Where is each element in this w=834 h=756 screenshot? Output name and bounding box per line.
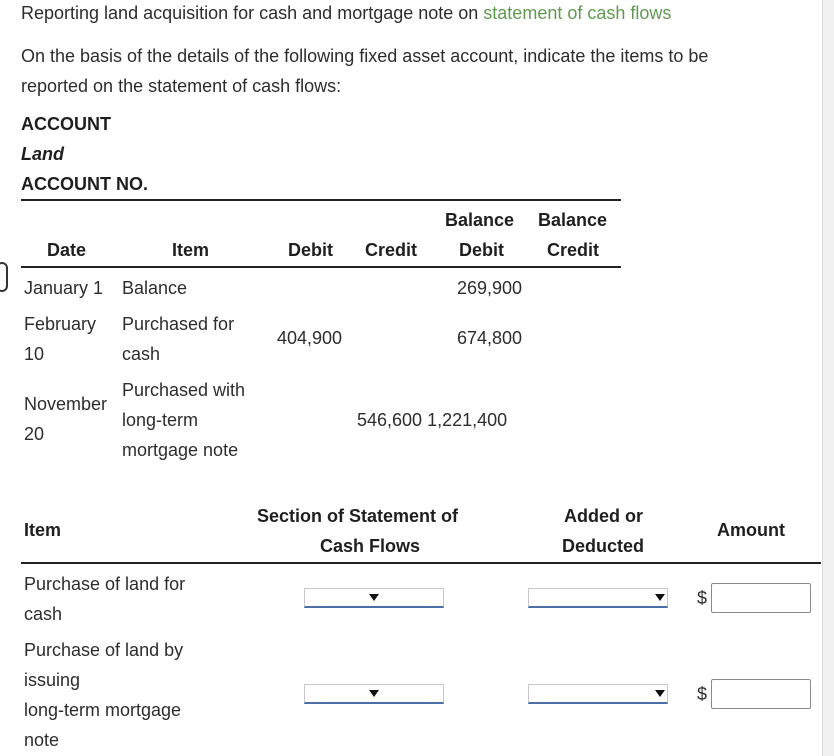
ledger-header-balance-credit: Credit: [547, 240, 600, 260]
answer-row-item-cont: issuing: [24, 670, 81, 690]
answer-row-item-cont: long-term mortgage: [24, 700, 182, 720]
answer-row-item: Purchase of land for: [24, 574, 186, 594]
dollar-sign: $: [697, 684, 708, 704]
ledger-row-date: January 1: [24, 278, 104, 298]
account-label: ACCOUNT: [21, 114, 111, 134]
answer-row-item-cont: note: [24, 730, 60, 750]
account-number-label: ACCOUNT NO.: [21, 174, 148, 194]
ledger-header-rule: [21, 266, 621, 268]
ledger-row-item-cont: long-term: [122, 410, 199, 430]
ledger-header-date: Date: [47, 240, 87, 260]
ledger-row-date: February: [24, 314, 97, 334]
ledger-row-date-cont: 10: [24, 344, 45, 364]
left-edge-marker: [0, 262, 8, 292]
answer-row-item: Purchase of land by: [24, 640, 184, 660]
section-dropdown[interactable]: [304, 684, 444, 704]
chevron-down-icon: [655, 594, 665, 601]
section-dropdown[interactable]: [304, 588, 444, 608]
ledger-row-item: Purchased for: [122, 314, 235, 334]
chevron-down-icon: [655, 690, 665, 697]
title-text: Reporting land acquisition for cash and mortgage note on: [21, 3, 484, 23]
ledger-header-balance-2: Balance: [538, 210, 608, 230]
answer-header-amount: Amount: [717, 520, 785, 540]
ledger-row-date: November: [24, 394, 108, 414]
ledger-row-debit: 404,900: [277, 328, 343, 348]
added-deducted-dropdown[interactable]: [528, 684, 668, 704]
ledger-row-item-cont: mortgage note: [122, 440, 239, 460]
ledger-header-credit: Credit: [365, 240, 418, 260]
ledger-header-balance-debit: Debit: [459, 240, 504, 260]
answer-header-item: Item: [24, 520, 62, 540]
ledger-row-date-cont: 20: [24, 424, 45, 444]
ledger-row-balance-debit: 269,900: [457, 278, 523, 298]
chevron-down-icon: [369, 690, 379, 697]
answer-header-section-line1: Section of Statement of: [257, 506, 459, 526]
answer-header-rule: [21, 562, 821, 564]
vertical-scrollbar[interactable]: [822, 0, 834, 756]
glossary-link[interactable]: statement of cash flows: [483, 3, 672, 23]
ledger-row-item: Purchased with: [122, 380, 246, 400]
ledger-row-balance-debit: 674,800: [457, 328, 523, 348]
amount-input[interactable]: [711, 583, 811, 613]
problem-title: [21, 3, 671, 24]
answer-header-section-line2: Cash Flows: [320, 536, 421, 556]
chevron-down-icon: [369, 594, 379, 601]
ledger-row-balance-values: 546,600 1,221,400: [357, 410, 508, 430]
instructions-line-2: reported on the statement of cash flows:: [21, 76, 342, 96]
ledger-header-debit: Debit: [288, 240, 333, 260]
amount-input[interactable]: [711, 679, 811, 709]
answer-header-added-line2: Deducted: [562, 536, 645, 556]
ledger-top-rule: [21, 199, 621, 201]
added-deducted-dropdown[interactable]: [528, 588, 668, 608]
account-name: Land: [21, 144, 64, 164]
answer-header-added-line1: Added or: [564, 506, 643, 526]
ledger-row-item: Balance: [122, 278, 188, 298]
ledger-header-balance-1: Balance: [445, 210, 515, 230]
instructions-line-1: On the basis of the details of the following fixed asset account, indicate the items to be: [21, 46, 709, 66]
answer-row-item-cont: cash: [24, 604, 63, 624]
ledger-header-item: Item: [172, 240, 210, 260]
ledger-row-item-cont: cash: [122, 344, 161, 364]
dollar-sign: $: [697, 588, 708, 608]
